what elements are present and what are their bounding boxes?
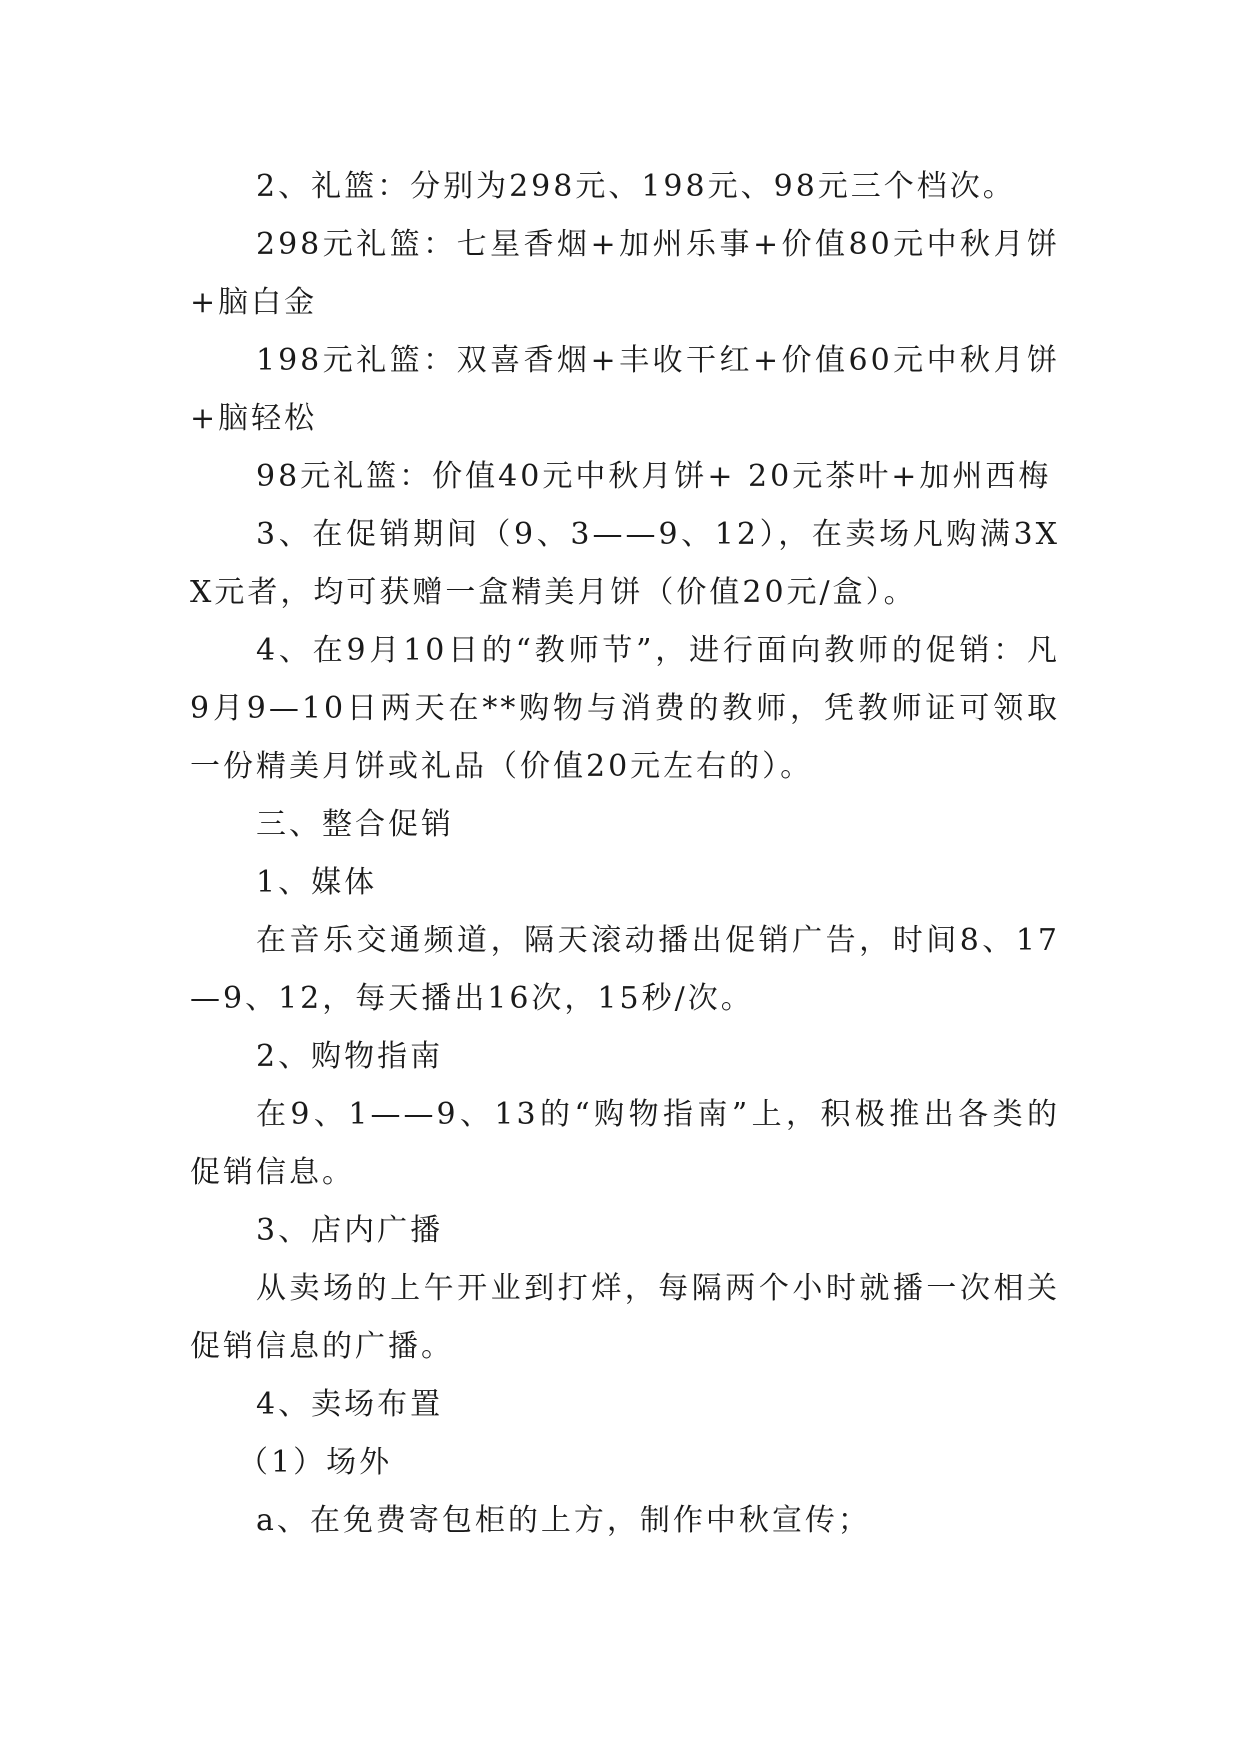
paragraph-basket-298: 298元礼篮：七星香烟+加州乐事+价值80元中秋月饼+脑白金 bbox=[190, 227, 1060, 320]
paragraph-gift-basket-tiers: 2、礼篮：分别为298元、198元、98元三个档次。 bbox=[256, 169, 1016, 204]
section-heading-integrated-promotion: 三、整合促销 bbox=[256, 807, 454, 842]
subheading-in-store-broadcast: 3、店内广播 bbox=[256, 1213, 444, 1248]
document-body bbox=[190, 158, 1060, 1550]
paragraph-media: 在音乐交通频道，隔天滚动播出促销广告，时间8、17—9、12，每天播出16次，15秒/次。 bbox=[190, 923, 1060, 1016]
subheading-media: 1、媒体 bbox=[256, 865, 378, 900]
paragraph-promotion-period: 3、在促销期间（9、3——9、12），在卖场凡购满3XX元者，均可获赠一盒精美月饼（价值20元/盒）。 bbox=[190, 517, 1060, 610]
subheading-outside-store: （1）场外 bbox=[238, 1445, 393, 1480]
subheading-store-layout: 4、卖场布置 bbox=[256, 1387, 444, 1422]
paragraph-basket-98: 98元礼篮：价值40元中秋月饼+ 20元茶叶+加州西梅 bbox=[256, 459, 1052, 494]
subheading-shopping-guide: 2、购物指南 bbox=[256, 1039, 444, 1074]
paragraph-shopping-guide: 在9、1——9、13的“购物指南”上，积极推出各类的促销信息。 bbox=[190, 1097, 1060, 1190]
paragraph-locker-promotion: a、在免费寄包柜的上方，制作中秋宣传； bbox=[256, 1503, 871, 1538]
paragraph-teachers-day: 4、在9月10日的“教师节”，进行面向教师的促销：凡9月9—10日两天在**购物与消费的教师，凭教师证可领取一份精美月饼或礼品（价值20元左右的）。 bbox=[190, 633, 1060, 784]
paragraph-basket-198: 198元礼篮：双喜香烟+丰收干红+价值60元中秋月饼+脑轻松 bbox=[190, 343, 1060, 436]
paragraph-in-store-broadcast: 从卖场的上午开业到打烊，每隔两个小时就播一次相关促销信息的广播。 bbox=[190, 1271, 1060, 1364]
